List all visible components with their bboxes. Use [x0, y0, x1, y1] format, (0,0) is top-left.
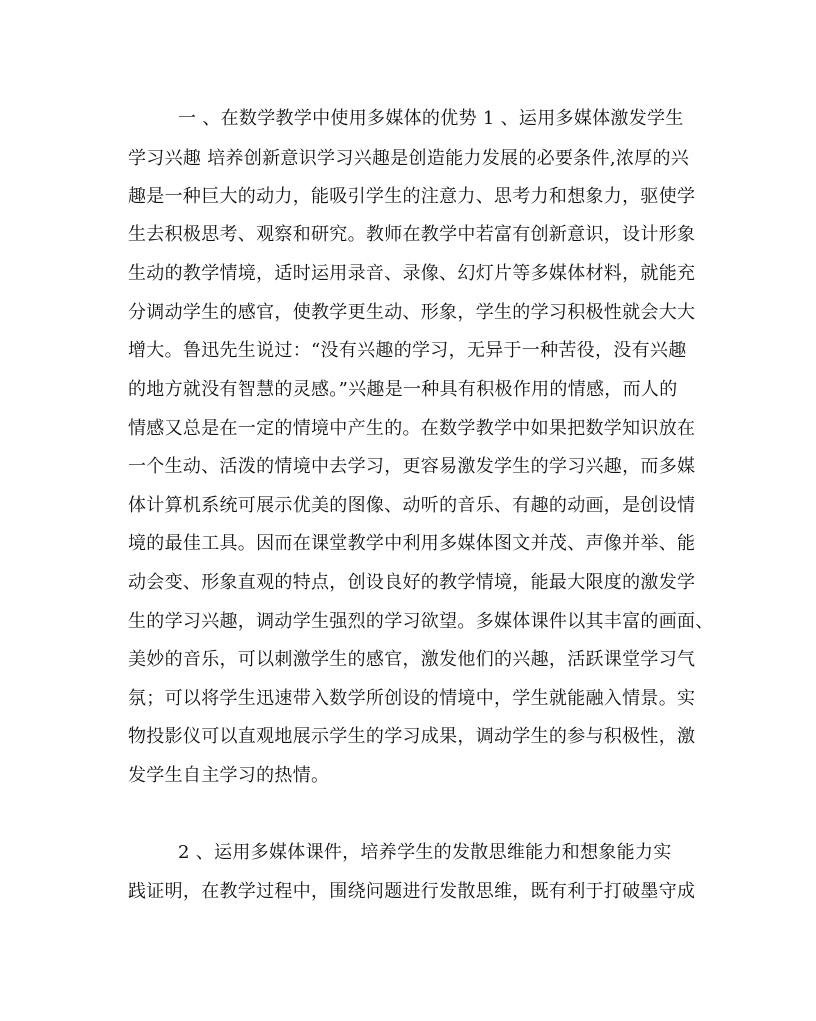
paragraph-1-line-1: 一 、在数学教学中使用多媒体的优势 1 、运用多媒体激发学生 [178, 108, 684, 129]
paragraph-1-line-12: 境的最佳工具。因而在课堂教学中利用多媒体图文并茂、声像并举、能 [128, 533, 696, 554]
paragraph-2-line-2: 践证明，在教学过程中，围绕问题进行发散思维，既有利于打破墨守成 [128, 881, 696, 902]
paragraph-1-line-4: 生去积极思考、观察和研究。教师在教学中若富有创新意识，设计形象 [128, 224, 696, 245]
paragraph-1-line-18: 发学生自主学习的热情。 [128, 765, 330, 786]
paragraph-1-line-2: 学习兴趣 培养创新意识学习兴趣是创造能力发展的必要条件,浓厚的兴 [128, 148, 690, 169]
paragraph-1-line-7: 增大。鲁迅先生说过：“没有兴趣的学习，无异于一种苦役，没有兴趣 [128, 340, 687, 361]
paragraph-1-line-8: 的地方就没有智慧的灵感。”兴趣是一种具有积极作用的情感，而人的 [128, 379, 678, 400]
paragraph-1-line-17: 物投影仪可以直观地展示学生的学习成果，调动学生的参与积极性，激 [128, 726, 696, 747]
paragraph-1-line-16: 氛；可以将学生迅速带入数学所创设的情境中，学生就能融入情景。实 [128, 688, 696, 709]
paragraph-1-line-6: 分调动学生的感官，使教学更生动、形象，学生的学习积极性就会大大 [128, 302, 696, 323]
paragraph-1-line-5: 生动的教学情境，适时运用录音、录像、幻灯片等多媒体材料，就能充 [128, 263, 696, 284]
paragraph-1-line-3: 趣是一种巨大的动力，能吸引学生的注意力、思考力和想象力，驱使学 [128, 186, 696, 207]
paragraph-1-line-15: 美妙的音乐，可以刺激学生的感官，激发他们的兴趣，活跃课堂学习气 [128, 649, 696, 670]
paragraph-1-line-11: 体计算机系统可展示优美的图像、动听的音乐、有趣的动画，是创设情 [128, 495, 696, 516]
paragraph-2-line-1: 2 、运用多媒体课件，培养学生的发散思维能力和想象能力实 [178, 842, 672, 863]
paragraph-1-line-10: 一个生动、活泼的情境中去学习，更容易激发学生的学习兴趣，而多媒 [128, 456, 696, 477]
paragraph-1-line-13: 动会变、形象直观的特点，创设良好的教学情境，能最大限度的激发学 [128, 572, 696, 593]
paragraph-1-line-14: 生的学习兴趣，调动学生强烈的学习欲望。多媒体课件以其丰富的画面、 [128, 611, 714, 632]
paragraph-1-line-9: 情感又总是在一定的情境中产生的。在数学教学中如果把数学知识放在 [128, 418, 696, 439]
